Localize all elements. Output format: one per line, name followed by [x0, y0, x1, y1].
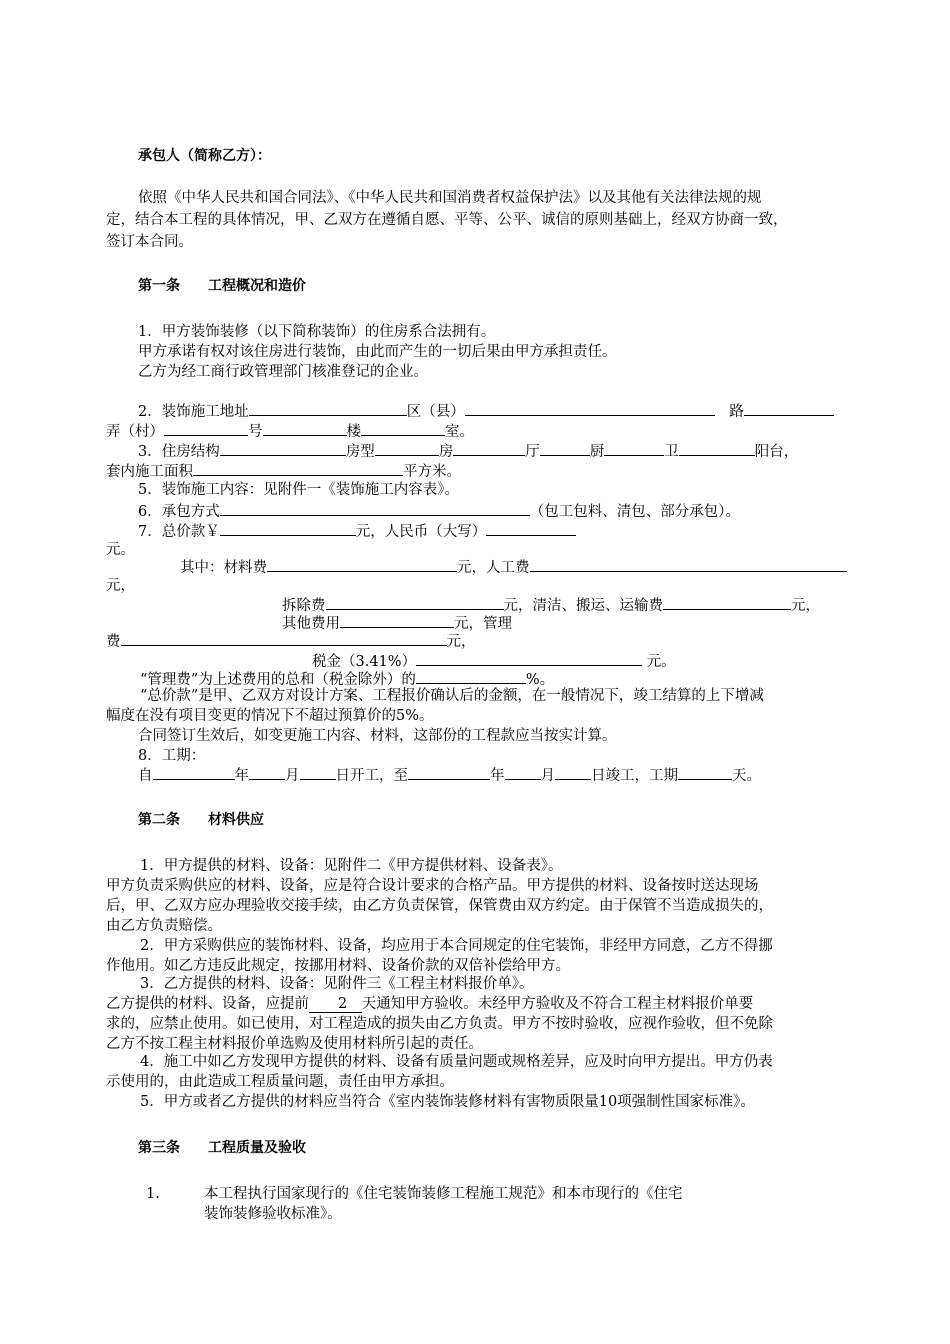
art2-line: 5．甲方或者乙方提供的材料应当符合《室内装饰装修材料有害物质限量10项强制性国家标准》。 [140, 1094, 755, 1110]
art2-line: 求的，应禁止使用。如已使用，对工程造成的损失由乙方负责。甲方不按时验收，应视作验收，但不免除 [106, 1016, 773, 1032]
fees-line-4: 费 元， [106, 630, 476, 652]
art3-number: 1. [146, 1186, 160, 1202]
period-label: 8．工期： [138, 748, 206, 764]
fees-line-1: 其中：材料费 元，人工费 [180, 556, 847, 578]
art2-line: 由乙方负责赔偿。 [106, 918, 222, 934]
article-1-title: 第一条 工程概况和造价 [138, 278, 306, 294]
address-line: 2．装饰施工地址 区（县） 路 [138, 400, 834, 422]
total-price-unit: 元。 [106, 542, 135, 558]
article-3-title: 第三条 工程质量及验收 [138, 1140, 306, 1156]
period-line: 自 年 月 日开工，至 年 月 日竣工，工期 天。 [138, 764, 761, 786]
art2-line: 4．施工中如乙方发现甲方提供的材料、设备有质量问题或规格差异，应及时向甲方提出。甲方仍表 [140, 1054, 773, 1070]
content-line: 5．装饰施工内容：见附件一《装饰施工内容表》。 [138, 482, 459, 498]
contractor-label: 承包人（简称乙方）： [138, 148, 271, 164]
intro-line: 签订本合同。 [106, 234, 193, 250]
art1-line: 1．甲方装饰装修（以下简称装饰）的住房系合法拥有。 [138, 324, 496, 340]
notice-days: 2 [338, 996, 348, 1012]
intro-line: 依照《中华人民共和国合同法》、《中华人民共和国消费者权益保护法》以及其他有关法律法规的规 [138, 190, 762, 206]
fees-line-3: 其他费用 元，管理 [282, 612, 512, 634]
total-def-line: “总价款”是甲、乙双方对设计方案、工程报价确认后的金额，在一般情况下，竣工结算的上下增减 [140, 688, 764, 704]
art2-line: 甲方负责采购供应的材料、设备，应是符合设计要求的合格产品。甲方提供的材料、设备按时送达现场 [106, 878, 759, 894]
address-line-2: 弄（村） 号 楼 室。 [106, 420, 474, 442]
total-def-line: 幅度在没有项目变更的情况下不超过预算价的5%。 [106, 708, 434, 724]
total-def-line: 合同签订生效后，如变更施工内容、材料，这部份的工程款应当按实计算。 [138, 728, 617, 744]
total-price-line: 7．总价款￥ 元，人民币（大写） [138, 520, 576, 542]
art2-line: 作他用。如乙方违反此规定，按挪用材料、设备价款的双倍补偿给甲方。 [106, 958, 570, 974]
art2-line: 乙方不按工程主材料报价单选购及使用材料所引起的责任。 [106, 1036, 483, 1052]
art2-line: 后，甲、乙双方应办理验收交接手续，由乙方负责保管，保管费由双方约定。由于保管不当造成损失的， [106, 898, 773, 914]
art2-line: 示使用的，由此造成工程质量问题，责任由甲方承担。 [106, 1074, 454, 1090]
art2-line: 2．甲方采购供应的装饰材料、设备，均应用于本合同规定的住宅装饰，非经甲方同意，乙方不得挪 [140, 938, 773, 954]
fees-line-2: 拆除费 元，清洁、搬运、运输费 元， [282, 594, 820, 616]
art3-line: 本工程执行国家现行的《住宅装饰装修工程施工规范》和本市现行的《住宅 [204, 1186, 683, 1202]
notice-line: 乙方提供的材料、设备，应提前 2 天通知甲方验收。未经甲方验收及不符合工程主材料报价单要 [106, 996, 754, 1012]
art3-line: 装饰装修验收标准》。 [204, 1206, 342, 1222]
tax-line: 税金（3.41%） 元。 [312, 650, 676, 672]
art1-line: 甲方承诺有权对该住房进行装饰，由此而产生的一切后果由甲方承担责任。 [138, 344, 617, 360]
area-line: 套内施工面积 平方米。 [106, 460, 461, 482]
mgmt-fee-line: “管理费”为上述费用的总和（税金除外）的 %。 [140, 668, 554, 690]
fees-line-1-unit: 元， [106, 578, 135, 594]
intro-line: 定，结合本工程的具体情况，甲、乙双方在遵循自愿、平等、公平、诚信的原则基础上，经双方协商一致， [106, 212, 788, 228]
structure-line: 3．住房结构 房型 房 厅 厨 卫 阳台， [138, 440, 798, 462]
contract-mode-line: 6．承包方式 （包工包料、清包、部分承包）。 [138, 500, 740, 522]
art2-line: 1．甲方提供的材料、设备：见附件二《甲方提供材料、设备表》。 [140, 858, 563, 874]
article-2-title: 第二条 材料供应 [138, 812, 264, 828]
art2-line: 3．乙方提供的材料、设备：见附件三《工程主材料报价单》。 [140, 976, 534, 992]
art1-line: 乙方为经工商行政管理部门核准登记的企业。 [138, 364, 428, 380]
